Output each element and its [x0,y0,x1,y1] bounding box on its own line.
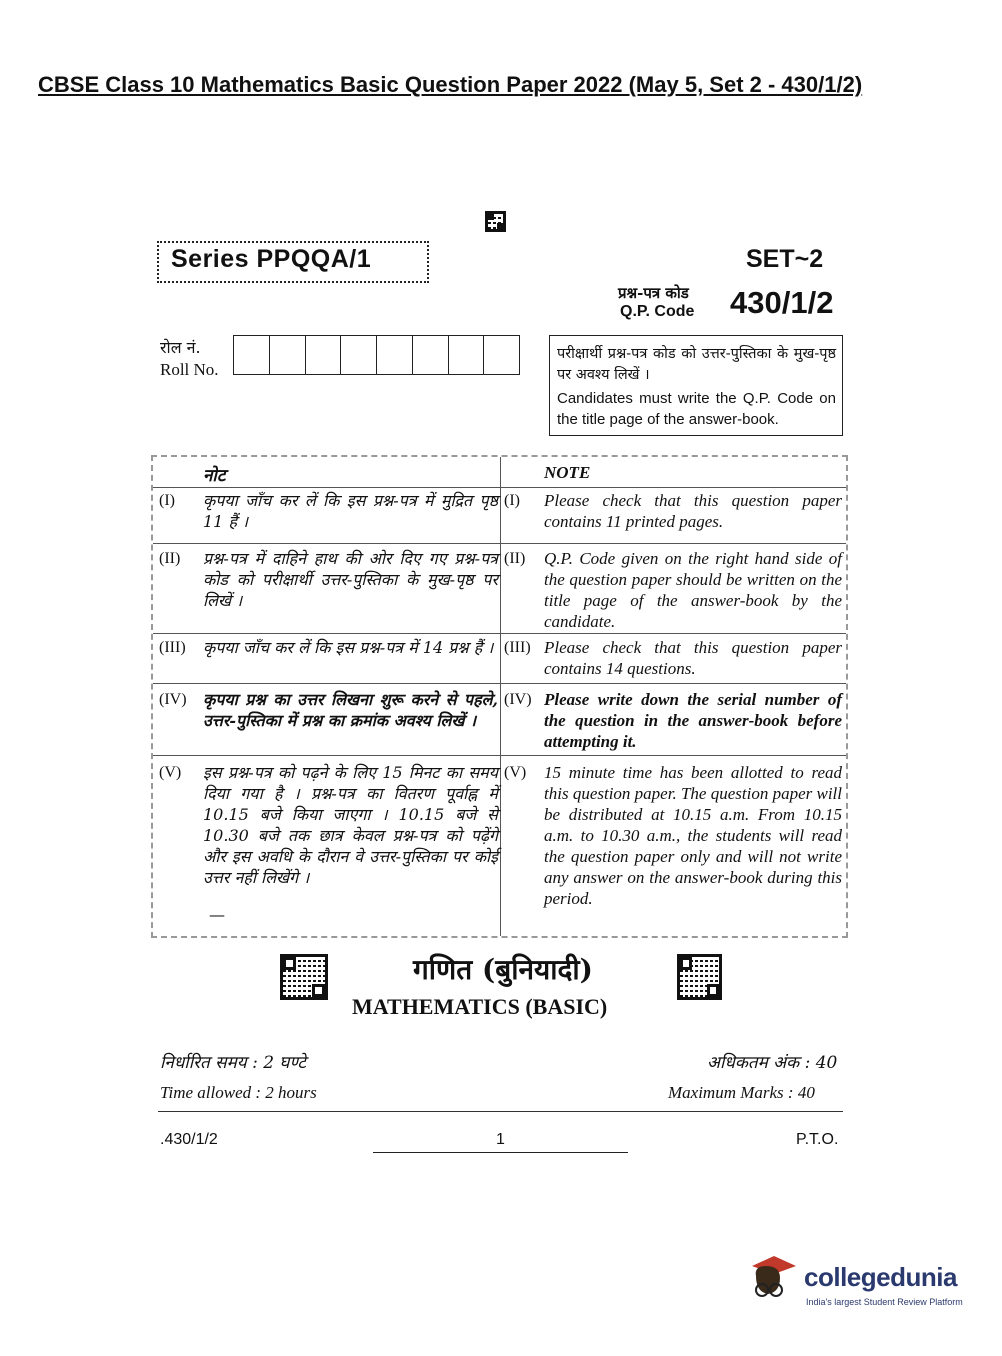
brand-tagline: India's largest Student Review Platform [806,1297,963,1307]
note-number: (V) [504,764,527,781]
note-number-hindi: (II) [159,550,181,567]
roll-digit-box[interactable] [306,336,342,374]
note-number: (I) [504,492,520,509]
roll-digit-box[interactable] [413,336,449,374]
note-text: Please check that this question paper contains 14 questions. [544,638,842,678]
note-text-hindi: प्रश्न-पत्र में दाहिने हाथ की ओर दिए गए प्रश्न-पत्र कोड को परीक्षार्थी उत्तर-पुस्तिका के मुख-पृष्ठ पर लिखें । [203,549,498,610]
note-text-hindi: कृपया प्रश्न का उत्तर लिखना शुरू करने से पहले, उत्तर-पुस्तिका में प्रश्न का क्रमांक अवश्य लिखें । [203,690,498,730]
note-number-hindi: (IV) [159,691,187,708]
footer-code: .430/1/2 [160,1131,218,1148]
roll-digit-box[interactable] [270,336,306,374]
time-allowed: Time allowed : 2 hours [160,1083,317,1102]
footer-rule [373,1152,628,1153]
qp-code: 430/1/2 [730,285,834,320]
collegedunia-logo-icon [744,1252,800,1304]
candidate-instruction-box [549,335,843,436]
note-text-hindi: कृपया जाँच कर लें कि इस प्रश्न-पत्र में 14 प्रश्न हैं । [203,638,494,657]
note-number-hindi: (I) [159,492,175,509]
note-number: (IV) [504,691,532,708]
notes-heading: NOTE [544,463,591,482]
qr-code-left [280,954,328,1000]
roll-number-boxes[interactable] [233,335,520,375]
pto-label: P.T.O. [796,1131,839,1148]
note-number-hindi: (III) [159,639,186,656]
roll-label: Roll No. [160,360,219,379]
note-dash: — [209,905,225,924]
qr-code-top [485,211,506,232]
roll-digit-box[interactable] [449,336,485,374]
note-text: Please write down the serial number of the question in the answer-book before attempting it. [544,690,842,751]
roll-digit-box[interactable] [341,336,377,374]
note-number-hindi: (V) [159,764,182,781]
note-number: (III) [504,639,531,656]
qp-code-label-hindi: प्रश्न-पत्र कोड [618,284,689,302]
roll-digit-box[interactable] [234,336,270,374]
subject-title-hindi: गणित (बुनियादी) [413,953,593,986]
note-text: Q.P. Code given on the right hand side of the question paper should be written on the title page of the answer-book by the candidate. [544,549,842,631]
subject-title: MATHEMATICS (BASIC) [352,994,608,1019]
note-text: Please check that this question paper contains 11 printed pages. [544,491,842,531]
document-title: CBSE Class 10 Mathematics Basic Question Paper 2022 (May 5, Set 2 - 430/1/2) [38,72,863,97]
qr-code-right [677,954,722,1000]
time-allowed-hindi: निर्धारित समय : 2 घण्टे [160,1053,306,1073]
roll-label-hindi: रोल नं. [160,338,201,357]
note-text-hindi: कृपया जाँच कर लें कि इस प्रश्न-पत्र में मुद्रित पृष्ठ 11 हैं । [203,491,498,531]
candidate-instruction-hindi: परीक्षार्थी प्रश्न-पत्र कोड को उत्तर-पुस्तिका के मुख-पृष्ठ पर अवश्य लिखें । [557,346,836,383]
note-text-hindi: इस प्रश्न-पत्र को पढ़ने के लिए 15 मिनट का समय दिया गया है । प्रश्न-पत्र का वितरण पूर्वाह्न में 10.15 बजे किया जाएगा । 10.15 बजे से 10.30 बजे तक छात्र केवल प्रश्न-पत्र को पढ़ेंगे और इस अवधि के दौरान वे उत्तर-पुस्तिका पर कोई उत्तर नहीं लिखेंगे । [203,763,498,887]
roll-digit-box[interactable] [377,336,413,374]
divider [158,1111,843,1112]
set-label: SET~2 [746,245,824,273]
max-marks-hindi: अधिकतम अंक : 40 [707,1053,838,1073]
brand-name[interactable]: collegedunia [804,1262,957,1292]
series-label: Series PPQQA/1 [157,241,429,283]
notes-table [151,455,848,938]
roll-digit-box[interactable] [484,336,519,374]
max-marks: Maximum Marks : 40 [668,1083,815,1102]
notes-heading-hindi: नोट [203,466,226,486]
note-text: 15 minute time has been allotted to read this question paper. The question paper will be distributed at 10.15 a.m. From 10.15 a.m. to 10.30 a.m., the students will read the question paper only and will not write any answer on the answer-book during this period. [544,763,842,908]
candidate-instruction: Candidates must write the Q.P. Code on the title page of the answer-book. [557,390,836,428]
page-number: 1 [496,1131,505,1148]
qp-code-label: Q.P. Code [620,303,695,320]
note-number: (II) [504,550,526,567]
